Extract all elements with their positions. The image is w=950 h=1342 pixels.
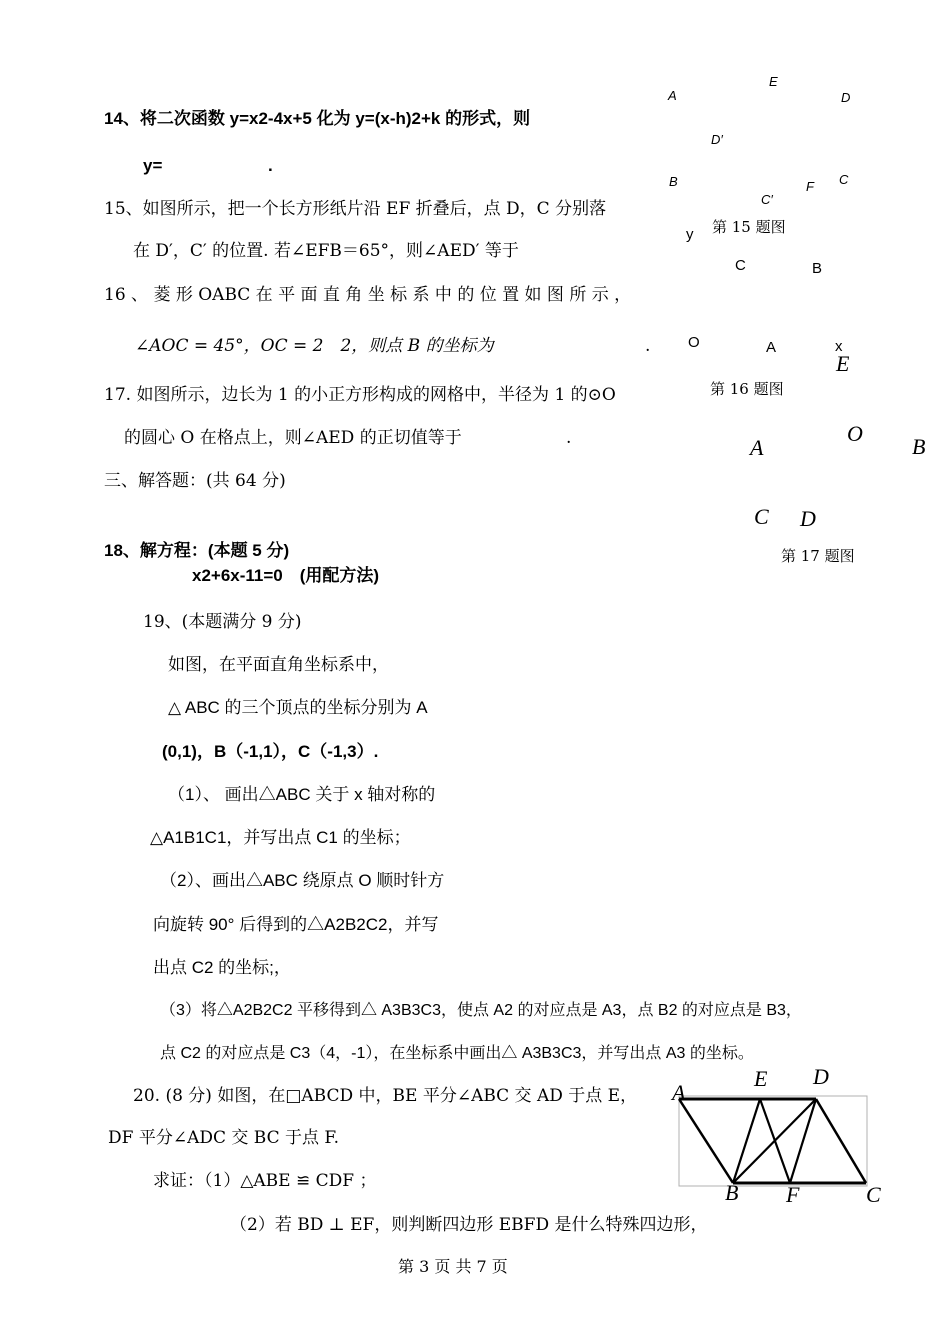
fig17-label-a: A [750,435,764,460]
fig15-label-f: F [806,179,814,194]
q14-answer-label: y= [143,156,163,175]
q16-line1: 16 、 菱 形 OABC 在 平 面 直 角 坐 标 系 中 的 位 置 如 图 所 示 ， [104,285,632,305]
q15-line1: 15、如图所示，把一个长方形纸片沿 EF 折叠后，点 D，C 分别落 [104,199,607,219]
q19-line5: △A1B1C1，并写出点 C1 的坐标； [150,828,411,847]
fig20-label-a: A [672,1080,686,1105]
q19-line8: 出点 C2 的坐标;， [153,958,291,977]
q14-dot: . [268,156,273,175]
fig17-label-d: D [800,506,816,531]
fig15-label-d: D [841,90,851,105]
q20-line3: 求证：（1）△ABE ≌ CDF ； [153,1171,377,1191]
fig16-label-a: A [766,339,777,356]
fig15-label-c: C [839,172,849,187]
fig15-label-d-prime: D′ [711,132,723,147]
q20-line4: （2）若 BD ⊥ EF，则判断四边形 EBFD 是什么特殊四边形， [230,1215,708,1235]
fig16-caption: 第 16 题图 [710,380,784,398]
fig20-label-e: E [754,1066,768,1091]
q19-title: 19、(本题满分 9 分) [143,612,302,632]
fig17-label-c: C [754,504,769,529]
fig20-parallelogram [676,1090,876,1190]
fig17-caption: 第 17 题图 [781,547,855,565]
section-three-heading: 三、解答题：(共 64 分) [104,471,286,491]
q19-line4: （1）、 画出△ABC 关于 x 轴对称的 [168,785,436,804]
fig16-label-x: x [835,338,843,355]
fig20-label-c: C [866,1182,881,1207]
fig15-label-c-prime: C′ [761,192,773,207]
q19-line10: 点 C2 的对应点是 C3（4，-1），在坐标系中画出△ A3B3C3，并写出点 A3 的坐标。 [160,1045,754,1062]
q18-title: 18、解方程：(本题 5 分) [104,541,290,560]
q19-line2: △ ABC 的三个顶点的坐标分别为 A [168,698,428,717]
fig16-label-c: C [735,257,746,274]
q17-line2: 的圆心 O 在格点上，则∠AED 的正切值等于 [124,428,462,448]
fig20-label-b: B [725,1180,739,1205]
q18-equation: x2+6x-11=0 (用配方法) [192,566,380,585]
q19-line6: （2）、画出△ABC 绕原点 O 顺时针方 [160,871,445,890]
fig17-label-e: E [836,351,850,376]
fig15-label-e: E [769,74,778,89]
fig15-label-b: B [669,174,678,189]
q19-line9: （3）将△A2B2C2 平移得到△ A3B3C3，使点 A2 的对应点是 A3，点 B2 的对应点是 B3， [160,1002,802,1019]
fig17-label-b: B [912,434,926,459]
q20-line2: DF 平分∠ADC 交 BC 于点 F. [108,1128,339,1148]
fig16-label-o: O [688,334,700,351]
q17-line1: 17. 如图所示，边长为 1 的小正方形构成的网格中，半径为 1 的⊙O [104,385,616,405]
fig15-label-a: A [668,88,677,103]
fig17-label-o: O [847,421,863,446]
q20-line1: 20. (8 分) 如图，在□ABCD 中，BE 平分∠ABC 交 AD 于点 E， [133,1086,638,1106]
page-footer: 第 3 页 共 7 页 [398,1257,508,1276]
fig16-label-b: B [812,260,823,277]
fig20-label-d: D [813,1064,829,1089]
q16-line2: ∠AOC = 45°，OC = 2 2，则点 B 的坐标为 [135,336,494,356]
q19-line3: (0,1)，B（-1,1），C（-1,3）. [162,742,379,761]
fig16-label-y: y [686,226,694,243]
q16-dot: . [645,336,651,356]
q17-dot: . [566,428,572,448]
q14-line1: 14、将二次函数 y=x2-4x+5 化为 y=(x-h)2+k 的形式，则 [104,109,531,128]
fig20-label-f: F [786,1182,800,1207]
fig15-caption: 第 15 题图 [712,218,786,236]
q19-line1: 如图，在平面直角坐标系中， [168,655,389,675]
q19-line7: 向旋转 90° 后得到的△A2B2C2，并写 [153,915,439,934]
q15-line2: 在 D′，C′ 的位置. 若∠EFB＝65°，则∠AED′ 等于 [133,241,519,261]
